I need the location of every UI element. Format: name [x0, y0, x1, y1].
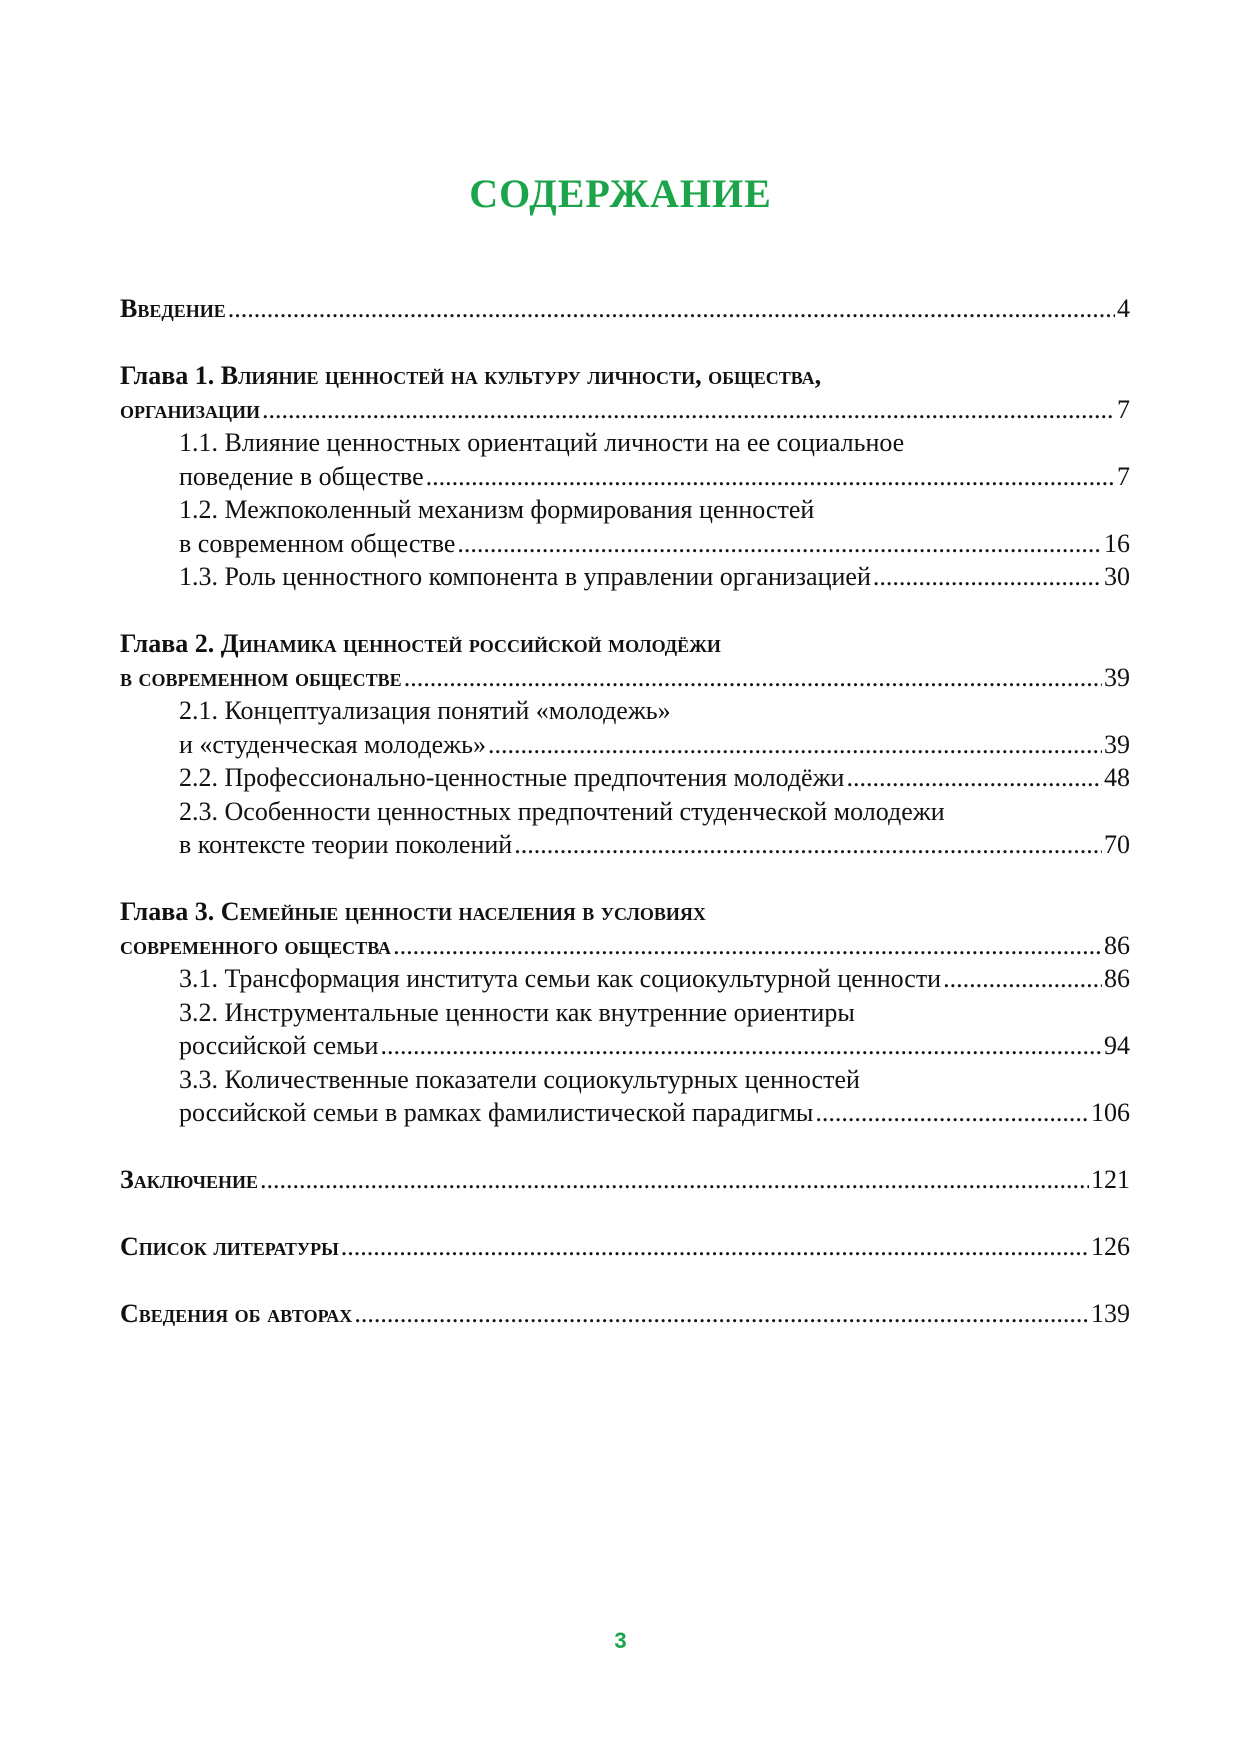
- toc-entry-label: Список литературы: [120, 1232, 339, 1261]
- toc-section-3-3[interactable]: [120, 1096, 1130, 1130]
- section-title: 2.3. Особенности ценностных предпочтений студенческой молодежи: [179, 796, 945, 826]
- chapter-title-line2: в современном обществе: [120, 662, 402, 692]
- section-title: 3.1. Трансформация института семьи как социокультурной ценности: [179, 964, 942, 993]
- toc-page-number: 94: [1104, 1031, 1130, 1060]
- toc-chapter-1[interactable]: [120, 393, 1130, 427]
- toc-page-number: 86: [1104, 930, 1130, 960]
- chapter-title-line1: Динамика ценностей российской молодёжи: [220, 629, 721, 658]
- chapter-prefix: Глава 3.: [120, 897, 215, 926]
- toc-section-1-1-line1[interactable]: [120, 426, 1130, 460]
- dot-leader: [393, 929, 1102, 963]
- dot-leader: [354, 1297, 1089, 1331]
- dot-leader: [514, 828, 1102, 862]
- dot-leader: [873, 560, 1102, 594]
- toc-page-number: 39: [1104, 662, 1130, 692]
- toc-page-number: 106: [1091, 1098, 1130, 1127]
- toc-page-number: 48: [1104, 763, 1130, 792]
- toc-page-number: 16: [1104, 528, 1130, 558]
- chapter-title-line1: Семейные ценности населения в условиях: [220, 897, 706, 926]
- toc-section-3-3-line1[interactable]: [120, 1063, 1130, 1097]
- dot-leader: [404, 661, 1102, 695]
- dot-leader: [228, 292, 1115, 326]
- toc-section-1-2-line1[interactable]: [120, 493, 1130, 527]
- toc-entry-authors[interactable]: [120, 1297, 1130, 1331]
- section-title: 3.3. Количественные показатели социокультурных ценностей: [179, 1064, 860, 1094]
- toc-entry-conclusion[interactable]: [120, 1163, 1130, 1197]
- toc-page-number: 70: [1104, 830, 1130, 859]
- toc-section-2-2[interactable]: [120, 761, 1130, 795]
- toc-entry-label: Заключение: [120, 1165, 258, 1194]
- table-of-contents: [120, 292, 1130, 1331]
- toc-entry-label: Введение: [120, 294, 226, 323]
- dot-leader: [260, 1163, 1089, 1197]
- toc-chapter-1-heading[interactable]: [120, 359, 1130, 393]
- toc-page-number: 86: [1104, 964, 1130, 993]
- section-title: российской семьи: [179, 1031, 379, 1060]
- section-title: 1.1. Влияние ценностных ориентаций личности на ее социальное: [179, 428, 905, 457]
- toc-chapter-2-heading[interactable]: [120, 627, 1130, 661]
- section-title: в контексте теории поколений: [179, 830, 513, 859]
- toc-section-2-3[interactable]: [120, 828, 1130, 862]
- section-title: российской семьи в рамках фамилистической парадигмы: [179, 1098, 814, 1127]
- toc-chapter-3[interactable]: [120, 929, 1130, 963]
- section-title: 3.2. Инструментальные ценности как внутренние ориентиры: [179, 997, 855, 1027]
- section-title: 2.1. Концептуализация понятий «молодежь»: [179, 696, 671, 725]
- toc-page-number: 126: [1091, 1232, 1130, 1261]
- toc-page-number: 121: [1091, 1165, 1130, 1194]
- toc-section-3-1[interactable]: [120, 962, 1130, 996]
- toc-page-number: 7: [1117, 394, 1130, 424]
- toc-section-1-1[interactable]: [120, 460, 1130, 494]
- toc-entry-intro[interactable]: [120, 292, 1130, 326]
- dot-leader: [262, 393, 1115, 427]
- chapter-title-line2: современного общества: [120, 930, 392, 960]
- toc-page-number: 4: [1117, 294, 1130, 323]
- chapter-prefix: Глава 1.: [120, 361, 215, 390]
- section-title: в современном обществе: [179, 528, 456, 558]
- dot-leader: [341, 1230, 1089, 1264]
- dot-leader: [846, 761, 1102, 795]
- toc-entry-references[interactable]: [120, 1230, 1130, 1264]
- chapter-title-line1: Влияние ценностей на культуру личности, общества,: [220, 361, 822, 390]
- toc-page-number: 139: [1091, 1299, 1130, 1328]
- toc-page-number: 7: [1117, 461, 1130, 491]
- toc-section-1-2[interactable]: [120, 527, 1130, 561]
- page-title: СОДЕРЖАНИЕ: [469, 171, 772, 216]
- section-title: и «студенческая молодежь»: [179, 729, 486, 759]
- toc-section-3-2[interactable]: [120, 1029, 1130, 1063]
- dot-leader: [457, 527, 1102, 561]
- toc-section-1-3[interactable]: [120, 560, 1130, 594]
- toc-entry-label: Сведения об авторах: [120, 1299, 353, 1328]
- toc-section-2-1-line1[interactable]: [120, 694, 1130, 728]
- toc-page-number: 39: [1104, 729, 1130, 759]
- chapter-title-line2: организации: [120, 394, 260, 424]
- toc-section-3-2-line1[interactable]: [120, 996, 1130, 1030]
- section-title: 2.2. Профессионально-ценностные предпочтения молодёжи: [179, 763, 845, 792]
- toc-chapter-2[interactable]: [120, 661, 1130, 695]
- section-title: 1.3. Роль ценностного компонента в управлении организацией: [179, 562, 871, 591]
- dot-leader: [426, 460, 1115, 494]
- toc-section-2-1[interactable]: [120, 728, 1130, 762]
- page-number: 3: [614, 1628, 627, 1653]
- toc-section-2-3-line1[interactable]: [120, 795, 1130, 829]
- section-title: поведение в обществе: [179, 461, 424, 491]
- section-title: 1.2. Межпоколенный механизм формирования ценностей: [179, 495, 815, 524]
- toc-page-number: 30: [1104, 562, 1130, 591]
- toc-chapter-3-heading[interactable]: [120, 895, 1130, 929]
- dot-leader: [380, 1029, 1102, 1063]
- dot-leader: [815, 1096, 1089, 1130]
- dot-leader: [488, 728, 1102, 762]
- dot-leader: [943, 962, 1102, 996]
- chapter-prefix: Глава 2.: [120, 629, 215, 658]
